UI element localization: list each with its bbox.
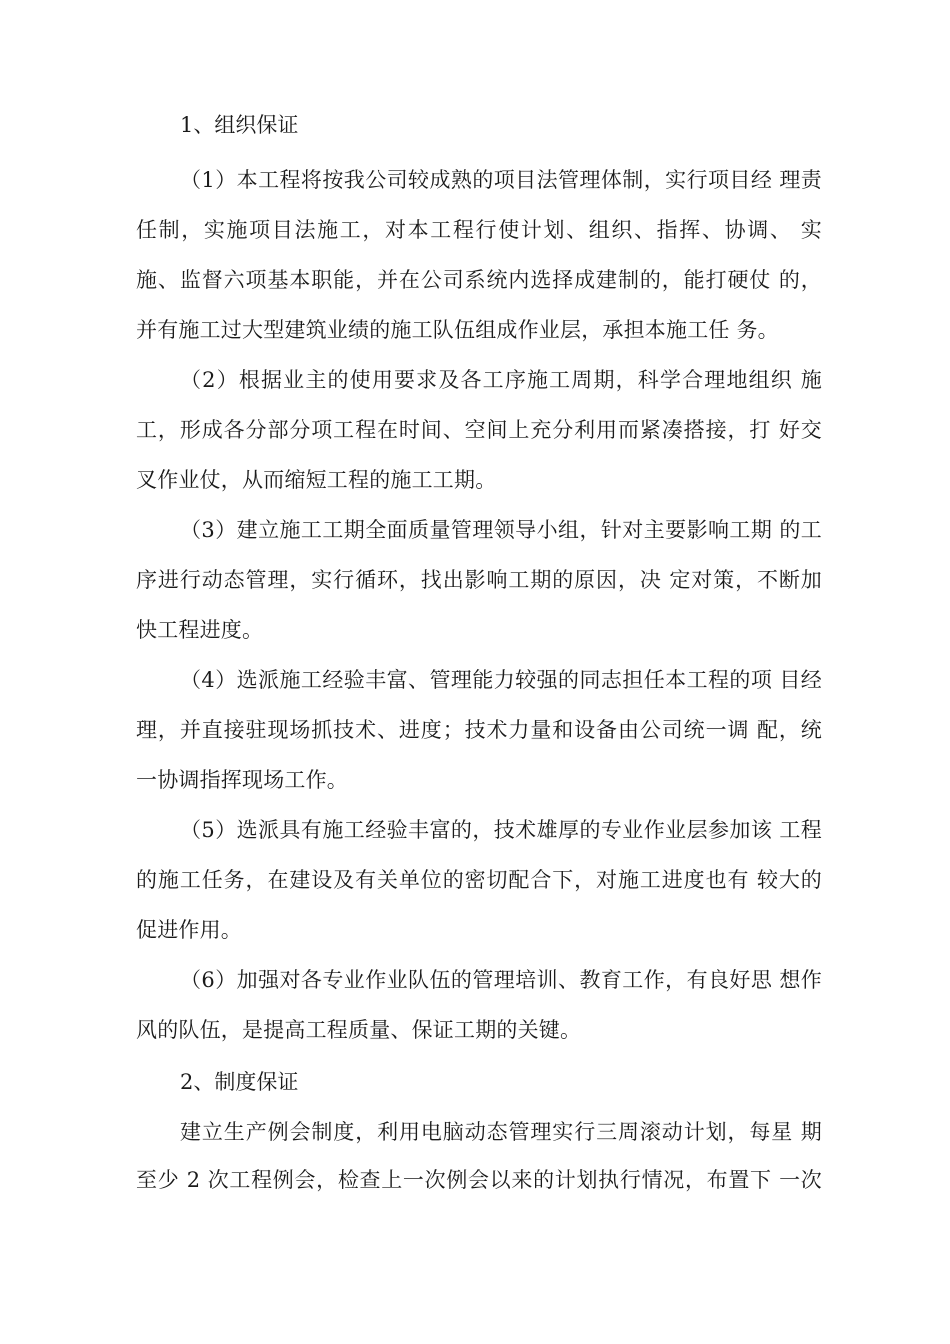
- paragraph-line: 并有施工过大型建筑业绩的施工队伍组成作业层，承担本施工任 务。: [136, 318, 779, 342]
- paragraph-line: 至少 2 次工程例会，检查上一次例会以来的计划执行情况，布置下 一次: [136, 1168, 822, 1192]
- paragraph-line: 任制，实施项目法施工，对本工程行使计划、组织、指挥、协调、 实: [136, 218, 822, 242]
- paragraph-line: 理，并直接驻现场抓技术、进度；技术力量和设备由公司统一调 配，统: [136, 718, 822, 742]
- paragraph-line: 快工程进度。: [136, 618, 264, 642]
- paragraph-line: （1）本工程将按我公司较成熟的项目法管理体制，实行项目经 理责: [180, 168, 822, 192]
- paragraph-line: （2）根据业主的使用要求及各工序施工周期，科学合理地组织 施: [180, 368, 822, 392]
- paragraph-line: 工，形成各分部分项工程在时间、空间上充分利用而紧凑搭接，打 好交: [136, 418, 822, 442]
- paragraph-line: 叉作业仗，从而缩短工程的施工工期。: [136, 468, 497, 492]
- paragraph-line: 序进行动态管理，实行循环，找出影响工期的原因，决 定对策，不断加: [136, 568, 822, 592]
- paragraph-line: （3）建立施工工期全面质量管理领导小组，针对主要影响工期 的工: [180, 518, 822, 542]
- paragraph-line: 一协调指挥现场工作。: [136, 768, 348, 792]
- paragraph-line: 的施工任务，在建设及有关单位的密切配合下，对施工进度也有 较大的: [136, 868, 822, 892]
- paragraph-line: 风的队伍，是提高工程质量、保证工期的关键。: [136, 1018, 582, 1042]
- paragraph-line: （5）选派具有施工经验丰富的，技术雄厚的专业作业层参加该 工程: [180, 818, 822, 842]
- paragraph-line: （4）选派施工经验丰富、管理能力较强的同志担任本工程的项 目经: [180, 668, 822, 692]
- paragraph-line: 建立生产例会制度，利用电脑动态管理实行三周滚动计划，每星 期: [180, 1120, 822, 1144]
- paragraph-line: 促进作用。: [136, 918, 242, 942]
- paragraph-line: （6）加强对各专业作业队伍的管理培训、教育工作，有良好思 想作: [180, 968, 822, 992]
- section-heading-2: 2、制度保证: [180, 1070, 299, 1094]
- section-heading-1: 1、组织保证: [180, 113, 299, 137]
- paragraph-line: 施、监督六项基本职能，并在公司系统内选择成建制的，能打硬仗 的，: [136, 268, 822, 292]
